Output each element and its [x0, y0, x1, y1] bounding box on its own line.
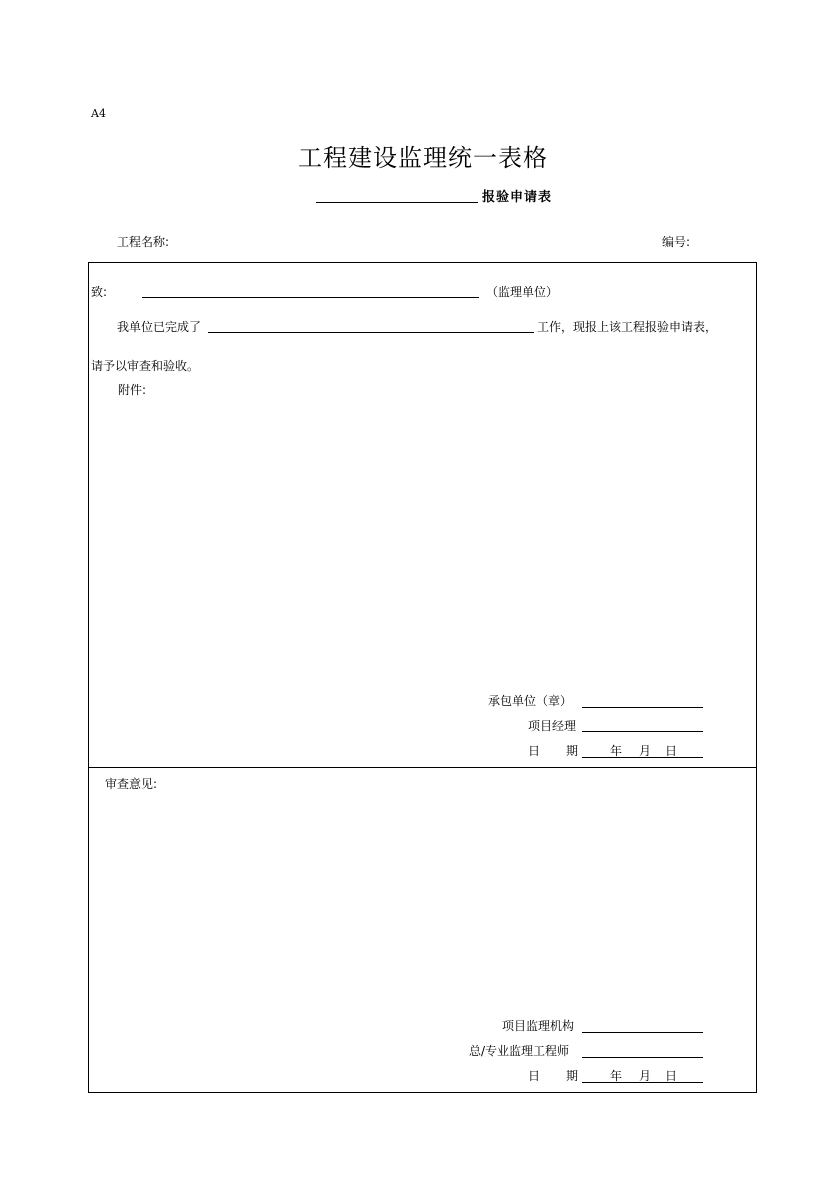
- review-date-label-period: 期: [566, 1069, 579, 1083]
- form-type-blank-line[interactable]: [316, 202, 478, 203]
- review-year-label: 年: [610, 1069, 623, 1083]
- date-label-period: 期: [566, 744, 579, 758]
- completed-work-suffix: 工作，现报上该工程报验申请表，: [537, 320, 718, 334]
- contractor-signature-line[interactable]: [582, 707, 703, 708]
- project-name-label: 工程名称:: [117, 235, 170, 249]
- form-code: A4: [91, 107, 106, 120]
- attachment-label: 附件:: [118, 383, 147, 397]
- review-section: [88, 767, 757, 1093]
- project-manager-signature-line[interactable]: [582, 731, 703, 732]
- contractor-label: 承包单位（章）: [488, 694, 573, 708]
- review-date-label-day: 日: [528, 1069, 541, 1083]
- supervisor-unit-input-line[interactable]: [142, 297, 479, 298]
- completed-work-prefix: 我单位已完成了: [117, 320, 202, 334]
- month-label: 月: [639, 744, 652, 758]
- supervision-org-signature-line[interactable]: [582, 1032, 703, 1033]
- review-month-label: 月: [639, 1069, 652, 1083]
- project-manager-label: 项目经理: [528, 719, 577, 733]
- form-subtitle: 报验申请表: [482, 190, 553, 205]
- day-label: 日: [665, 744, 678, 758]
- application-section: [88, 262, 757, 768]
- form-number-label: 编号:: [662, 235, 691, 249]
- review-opinion-label: 审查意见:: [105, 777, 158, 791]
- page-title: 工程建设监理统一表格: [298, 144, 548, 172]
- supervising-engineer-signature-line[interactable]: [582, 1057, 703, 1058]
- supervising-engineer-label: 总/专业监理工程师: [469, 1044, 570, 1058]
- review-day-label: 日: [665, 1069, 678, 1083]
- completed-work-input-line[interactable]: [208, 332, 534, 333]
- supervision-org-label: 项目监理机构: [502, 1019, 575, 1033]
- date-label-day: 日: [528, 744, 541, 758]
- year-label: 年: [610, 744, 623, 758]
- supervisor-unit-label: （监理单位）: [486, 285, 559, 299]
- to-label: 致:: [91, 285, 108, 299]
- request-text: 请予以审查和验收。: [91, 359, 200, 373]
